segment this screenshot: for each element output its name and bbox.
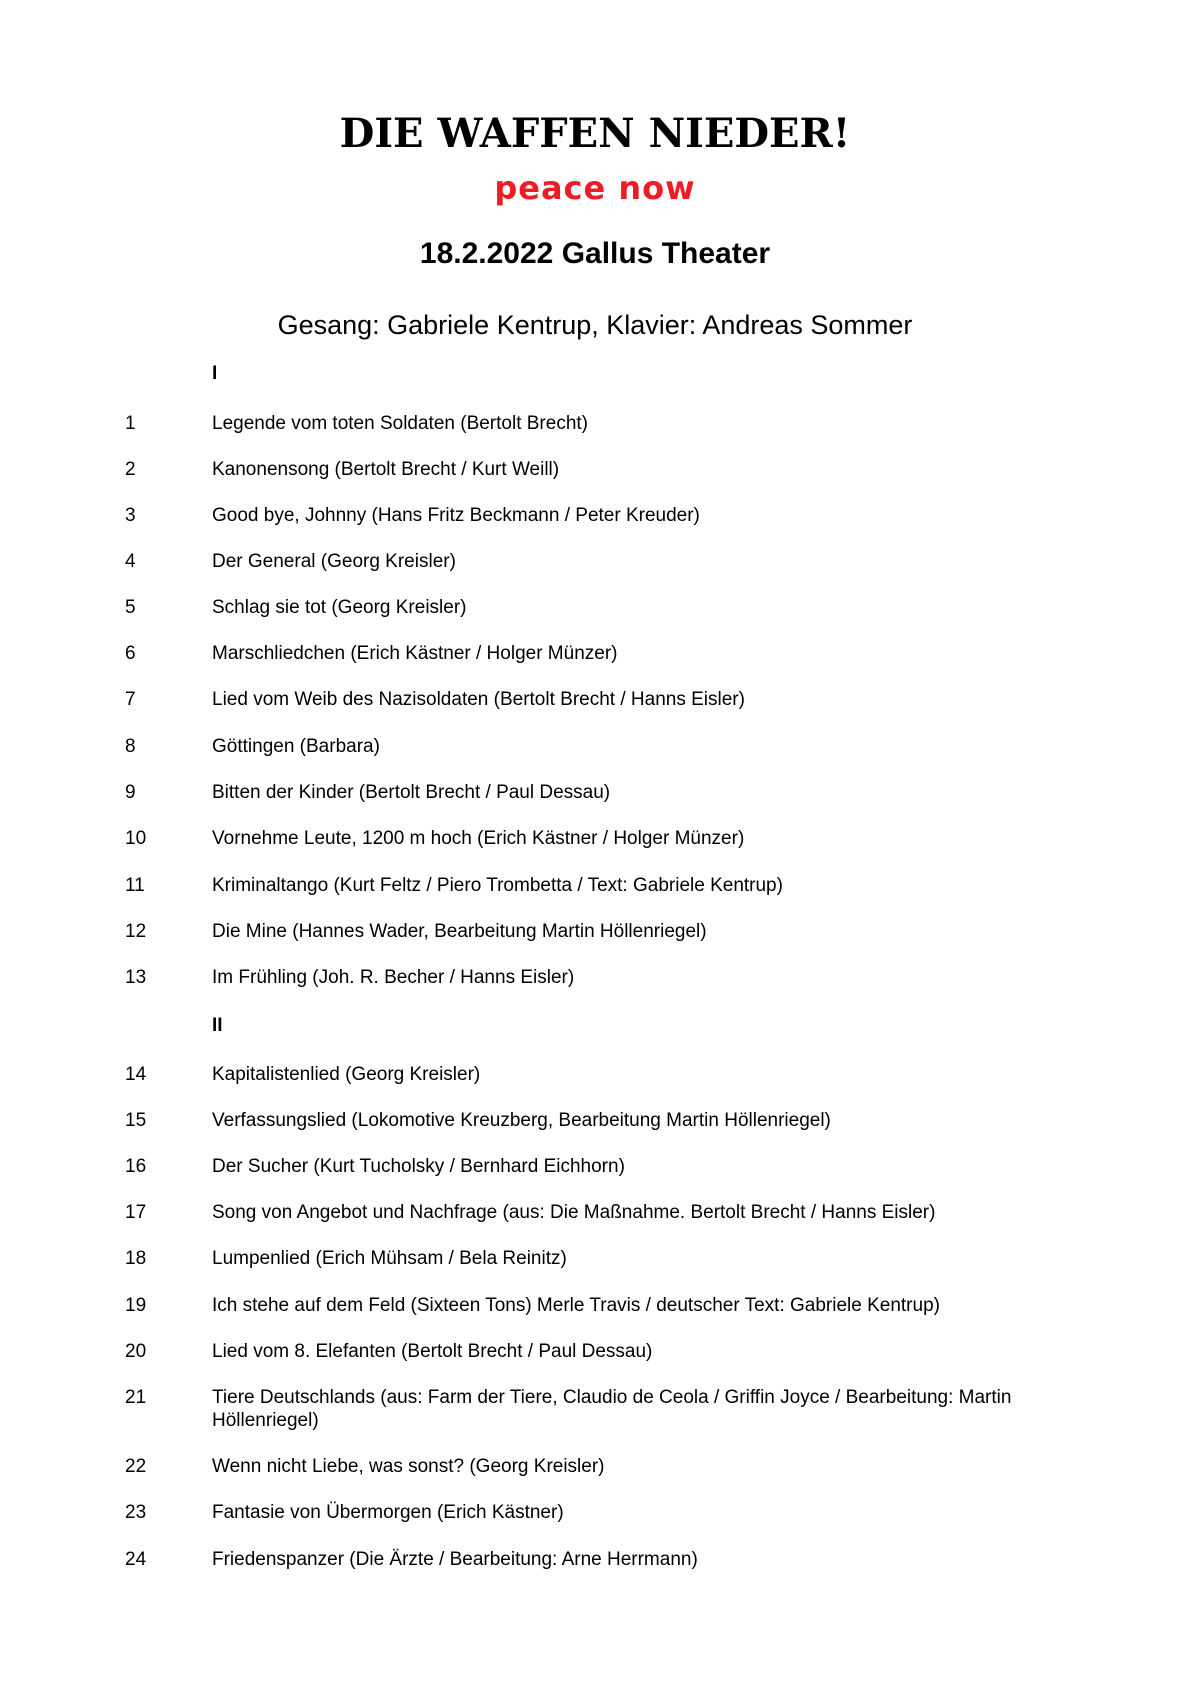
date-venue: 18.2.2022 Gallus Theater: [419, 237, 771, 270]
song-title: Kriminaltango (Kurt Feltz / Piero Trombetta / Text: Gabriele Kentrup): [212, 875, 783, 896]
page-title: DIE WAFFEN NIEDER!: [339, 110, 851, 157]
song-number: 22: [125, 1456, 147, 1477]
song-title: Good bye, Johnny (Hans Fritz Beckmann / Peter Kreuder): [212, 505, 700, 526]
song-title: Wenn nicht Liebe, was sonst? (Georg Kreisler): [212, 1456, 605, 1477]
song-title: Kanonensong (Bertolt Brecht / Kurt Weill): [212, 459, 560, 480]
song-title: Lied vom 8. Elefanten (Bertolt Brecht / Paul Dessau): [212, 1341, 653, 1362]
song-number: 17: [125, 1202, 147, 1223]
song-number: 14: [125, 1064, 147, 1085]
song-number: 1: [125, 413, 136, 434]
song-title: Der Sucher (Kurt Tucholsky / Bernhard Eichhorn): [212, 1156, 625, 1177]
song-number: 11: [125, 875, 145, 896]
song-number: 20: [125, 1341, 147, 1362]
song-title: Kapitalistenlied (Georg Kreisler): [212, 1064, 481, 1085]
section-heading-1: I: [212, 363, 218, 384]
song-title: Song von Angebot und Nachfrage (aus: Die Maßnahme. Bertolt Brecht / Hanns Eisler): [212, 1202, 936, 1223]
song-number: 9: [125, 782, 136, 803]
song-title: Schlag sie tot (Georg Kreisler): [212, 597, 467, 618]
song-number: 5: [125, 597, 136, 618]
song-title: Marschliedchen (Erich Kästner / Holger Münzer): [212, 643, 618, 664]
song-number: 12: [125, 921, 147, 942]
song-title: Ich stehe auf dem Feld (Sixteen Tons) Merle Travis / deutscher Text: Gabriele Kentrup): [212, 1295, 940, 1316]
performers-line: Gesang: Gabriele Kentrup, Klavier: Andreas Sommer: [277, 310, 913, 340]
song-number: 16: [125, 1156, 147, 1177]
song-title: Bitten der Kinder (Bertolt Brecht / Paul Dessau): [212, 782, 611, 803]
song-title: Die Mine (Hannes Wader, Bearbeitung Martin Höllenriegel): [212, 921, 707, 942]
song-title: Verfassungslied (Lokomotive Kreuzberg, Bearbeitung Martin Höllenriegel): [212, 1110, 831, 1131]
song-number: 23: [125, 1502, 147, 1523]
song-title: Der General (Georg Kreisler): [212, 551, 456, 572]
section-heading-2: II: [212, 1015, 223, 1036]
song-number: 18: [125, 1248, 147, 1269]
song-number: 2: [125, 459, 136, 480]
song-number: 4: [125, 551, 136, 572]
song-number: 3: [125, 505, 136, 526]
song-number: 10: [125, 828, 147, 849]
page-subtitle: peace now: [494, 169, 696, 207]
song-number: 7: [125, 689, 136, 710]
song-number: 13: [125, 967, 147, 988]
song-title: Fantasie von Übermorgen (Erich Kästner): [212, 1502, 564, 1523]
song-number: 6: [125, 643, 136, 664]
song-title: Vornehme Leute, 1200 m hoch (Erich Kästner / Holger Münzer): [212, 828, 745, 849]
song-number: 15: [125, 1110, 147, 1131]
song-title: Im Frühling (Joh. R. Becher / Hanns Eisler): [212, 967, 575, 988]
song-title: Göttingen (Barbara): [212, 736, 380, 757]
song-title: Legende vom toten Soldaten (Bertolt Brecht): [212, 413, 589, 434]
song-title: Lied vom Weib des Nazisoldaten (Bertolt Brecht / Hanns Eisler): [212, 689, 745, 710]
song-number: 8: [125, 736, 136, 757]
song-number: 19: [125, 1295, 147, 1316]
song-title: Lumpenlied (Erich Mühsam / Bela Reinitz): [212, 1248, 567, 1269]
song-number: 21: [125, 1387, 147, 1408]
song-title: Tiere Deutschlands (aus: Farm der Tiere, Claudio de Ceola / Griffin Joyce / Bearbeitung: Martin Höllenriegel): [212, 1387, 1012, 1431]
song-number: 24: [125, 1549, 147, 1570]
song-title: Friedenspanzer (Die Ärzte / Bearbeitung: Arne Herrmann): [212, 1549, 698, 1570]
